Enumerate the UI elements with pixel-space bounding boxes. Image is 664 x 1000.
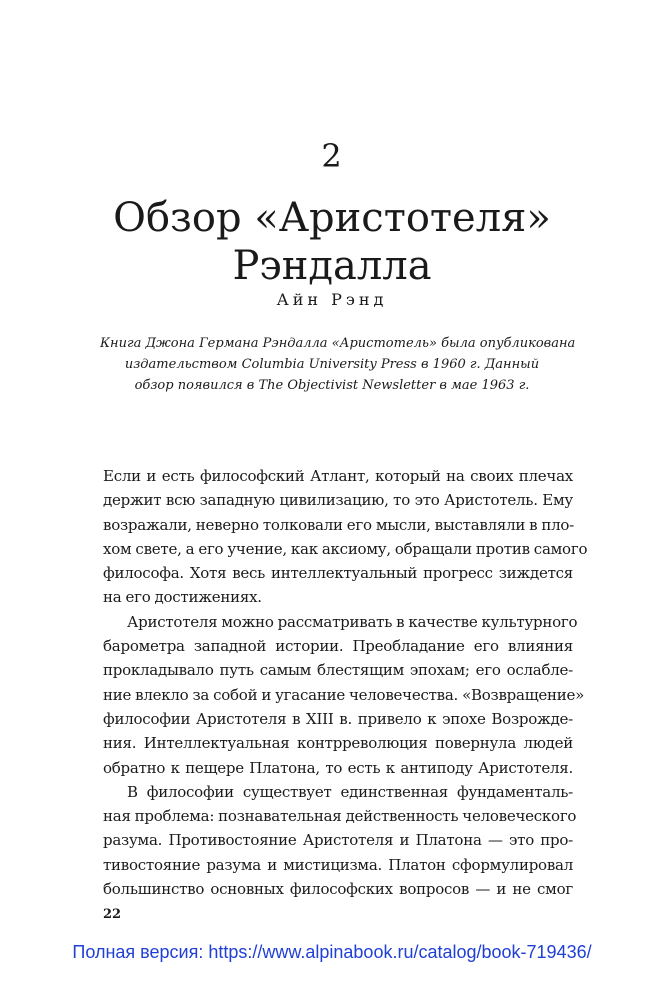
page-number: 22	[103, 907, 122, 922]
note-line: издательством Columbia University Press в 1960 г. Данный	[124, 357, 540, 372]
text-line: обратно к пещере Платона, то есть к антиподу Аристотеля.	[103, 758, 573, 777]
note-line: обзор появился в The Objectivist Newsletter в мае 1963 г.	[134, 378, 530, 393]
text-line: прокладывало путь самым блестящим эпохам; его ослабле-	[103, 661, 573, 680]
text-line: большинство основных философских вопросов — и не смог	[103, 880, 573, 899]
text-line: разума. Противостояние Аристотеля и Платона — это про-	[103, 831, 573, 850]
text-line: тивостояние разума и мистицизма. Платон сформулировал	[103, 855, 573, 874]
chapter-number: 2	[321, 137, 343, 175]
text-line: Если и есть философский Атлант, который на своих плечах	[103, 467, 573, 485]
text-line: ная проблема: познавательная действенность человеческого	[103, 807, 577, 826]
publication-note	[100, 333, 576, 396]
paragraph-3	[103, 780, 577, 901]
text-line: барометра западной истории. Преобладание его влияния	[103, 637, 573, 656]
full-version-link[interactable]: Полная версия: https://www.alpinabook.ru/catalog/book-719436/	[72, 942, 592, 962]
paragraph-1	[103, 464, 588, 610]
text-line: Аристотеля можно рассматривать в качестве культурного	[127, 612, 578, 631]
text-line: на его достижениях.	[103, 588, 262, 607]
text-line: ние влекло за собой и угасание человечества. «Возвращение»	[103, 685, 585, 704]
text-line: философии Аристотеля в XIII в. привело к эпохе Возрожде-	[103, 709, 573, 728]
paragraph-2	[103, 610, 585, 780]
chapter-title-line: Рэндалла	[232, 243, 432, 289]
chapter-title-line: Обзор «Аристотеля»	[113, 195, 551, 241]
body-text	[103, 464, 588, 901]
chapter-title	[0, 194, 664, 290]
text-line: философа. Хотя весь интеллектуальный прогресс зиждется	[103, 564, 573, 583]
text-line: хом свете, а его учение, как аксиому, обращали против самого	[103, 539, 588, 558]
author-name: Айн Рэнд	[276, 290, 388, 309]
text-line: В философии существует единственная фундаменталь-	[127, 782, 573, 801]
note-line: Книга Джона Германа Рэндалла «Аристотель» была опубликована	[100, 336, 576, 351]
text-line: возражали, неверно толковали его мысли, выставляли в пло-	[103, 515, 574, 534]
text-line: ния. Интеллектуальная контрреволюция повернула людей	[103, 734, 573, 753]
text-line: держит всю западную цивилизацию, то это Аристотель. Ему	[103, 491, 573, 510]
